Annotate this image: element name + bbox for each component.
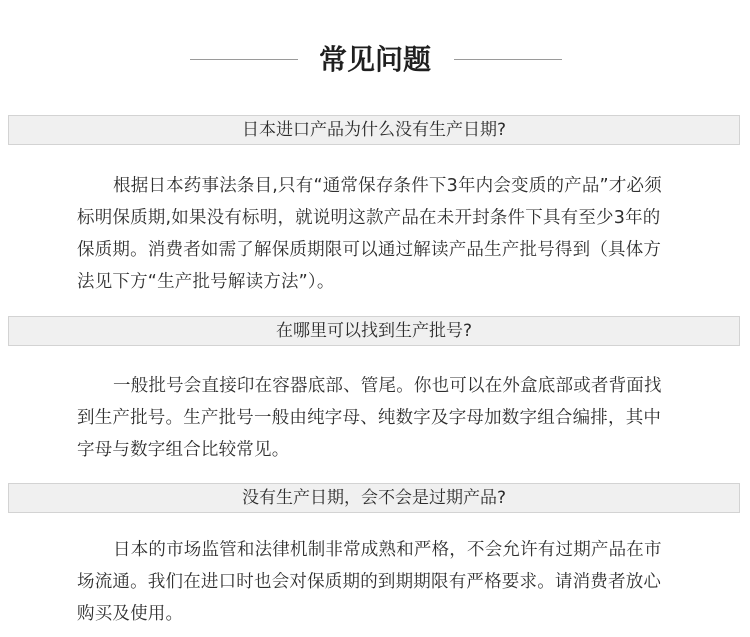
faq-question-1: 日本进口产品为什么没有生产日期?	[8, 115, 740, 145]
faq-question-3: 没有生产日期，会不会是过期产品?	[8, 483, 740, 513]
faq-answer-3: 日本的市场监管和法律机制非常成熟和严格，不会允许有过期产品在市场流通。我们在进口时也会对保质期的到期期限有严格要求。请消费者放心购买及使用。	[77, 540, 662, 624]
faq-answer-1: 根据日本药事法条目,只有“通常保存条件下3年内会变质的产品”才必须标明保质期,如果没有标明，就说明这款产品在未开封条件下具有至少3年的保质期。消费者如需了解保质期限可以通过解读产品生产批号得到（具体方法见下方“生产批号解读方法”）。	[77, 176, 662, 292]
title-divider-left	[190, 59, 298, 60]
page-header	[0, 38, 750, 82]
page-title: 常见问题	[318, 43, 431, 76]
title-divider-right	[454, 59, 562, 60]
faq-question-2: 在哪里可以找到生产批号?	[8, 316, 740, 346]
faq-answer-2: 一般批号会直接印在容器底部、管尾。你也可以在外盒底部或者背面找到生产批号。生产批号一般由纯字母、纯数字及字母加数字组合编排，其中字母与数字组合比较常见。	[77, 376, 662, 460]
